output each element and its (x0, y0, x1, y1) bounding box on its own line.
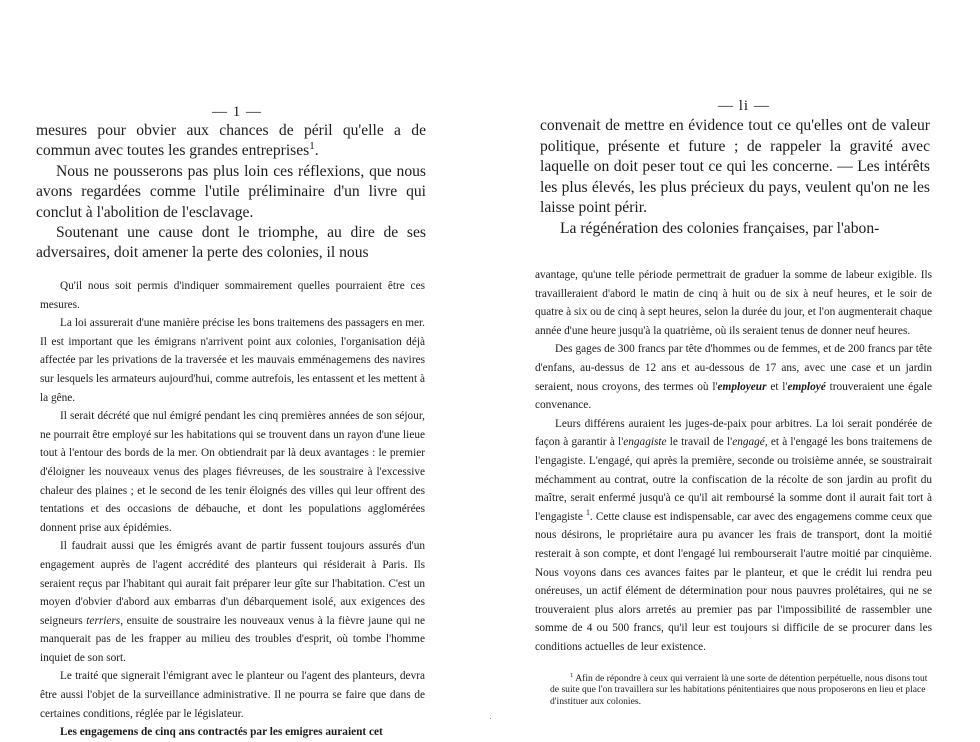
footnote-ref: 1 (309, 140, 315, 153)
italic-term: engagiste (623, 436, 667, 449)
italic-term: employé (787, 380, 826, 393)
main-text (36, 121, 426, 264)
paragraph: Soutenant une cause dont le triomphe, au dire de ses adversaires, doit amener la perte des colonies, il nous (36, 224, 426, 262)
right-page (490, 0, 980, 737)
note-paragraph: Qu'il nous soit permis d'indiquer sommairement quelles pourraient être ces mesures. (40, 280, 425, 311)
italic-term: engagé (732, 436, 765, 449)
notes (535, 266, 932, 656)
paragraph: convenait de mettre en évidence tout ce qu'elles ont de valeur politique, présente et future ; de rappeler la gravité avec laquelle on doit peser tout ce qui les concerne. — Les intérêts les plus élevés, les plus précieux du pays, veulent qu'on ne les laisse point périr. (540, 117, 930, 217)
note-paragraph: Des gages de 300 francs par tête d'hommes ou de femmes, et de 200 francs par tête d'enfans, au-dessus de 12 ans et au-dessous de 17 ans, avec une case et un jardin seraient, nous croyons, des termes où l'employeur et l'employé trouveraient une égale convenance. (535, 343, 932, 412)
note-paragraph: Le traité que signerait l'émigrant avec le planteur ou l'agent des planteurs, devra être aussi l'objet de la surveillance administrative. Il ne pourra se faire que dans de certaines conditions, réglée par le législateur. (40, 670, 425, 720)
scan-speck (490, 718, 491, 719)
notes (40, 277, 425, 742)
note-paragraph: La loi assurerait d'une manière précise les bons traitemens des passagers en mer. Il est important que les émigrans n'arrivent point aux colonies, l'organisation déjà affectée par les privations de la traversée et les mauvais emménagemens des navires sur lesquels les armateurs aujourd'hui, comme autrefois, les entassent et les mettent à la gêne. (40, 317, 425, 404)
italic-term: employeur (717, 380, 767, 393)
page-number: — li — (718, 98, 770, 114)
note-paragraph: Il serait décrété que nul émigré pendant les cinq premières années de son séjour, ne pourrait être employé sur les habitations qui se trouvent dans un rayon d'une lieue tout à l'entour des bords de la mer. On obtiendrait par là deux avantages : le premier d'éloigner les nouveaux venus des plages fiévreuses, de les soustraire à l'excessive chaleur des plaines ; et le second de les tenir éloignés des villes qui leur offrent des tentations et des occasions de débauche, et dont les populations agglomérées donnent prise aux épidémies. (40, 410, 425, 534)
note-paragraph: avantage, qu'une telle période permettrait de graduer la somme de labeur exigible. Ils travailleraient d'abord le matin de cinq à huit ou de six à neuf heures, et le soir de quatre à six ou de cinq à sept heures, selon la durée du jour, et l'on augmenterait chaque année d'une heure jusqu'à la quatrième, où ils seraient tenus de donner neuf heures. (535, 269, 932, 337)
footnote: $^1$ Afin de répondre à ceux qui verraient là une sorte de détention perpétuelle, nous disons tout de suite que l'on travaillera sur les habitations pénitentiaires que nous proposerons en lieu et place d'instituer aux colonies. (550, 671, 928, 707)
left-page (0, 0, 490, 737)
paragraph: mesures pour obvier aux chances de péril qu'elle a de commun avec toutes les grandes entreprises$^1$. (36, 122, 426, 160)
paragraph: Nous ne pousserons pas plus loin ces réflexions, que nous avons regardées comme l'utile préliminaire d'un livre qui conclut à l'abolition de l'esclavage. (36, 162, 426, 221)
italic-term: terriers (86, 614, 121, 627)
footnote-marker: 1 (570, 671, 574, 679)
note-paragraph: Les engagemens de cinq ans contractés par les emigres auraient cet (60, 726, 383, 739)
note-paragraph: Leurs différens auraient les juges-de-paix pour arbitres. La loi serait pondérée de façon à garantir à l'engagiste le travail de l'engagé, et à l'engagé les bons traitemens de l'engagiste. L'engagé, qui après la première, seconde ou troisième année, se soustrairait méchamment au contrat, outre la confiscation de la récolte de son jardin au profit du maître, serait enfermé jusqu'à ce qu'il ait remboursé la somme dont il aurait fait tort à l'engagiste $^1$. Cette clause est indispensable, car avec des engagemens comme ceux que nous désirons, le propriétaire aura pu avancer les frais de transport, dont la moitié resterait à son compte, et dont l'engagé lui rembourserait l'autre moitié par cinquième. Nous voyons dans ces avances faites par le planteur, et que le crédit lui rendra peu onéreuses, un actif élément de détermination pour nous pauvres prolétaires, qui ne se trouveraient plus alors arretés au premier pas par l'impossibilité de rassembler une somme de 4 ou 500 francs, qu'il leur est toujours si difficile de se procurer dans les conditions actuelles de leur existence. (535, 417, 932, 653)
footnote-ref: 1 (585, 507, 590, 517)
note-paragraph: Il faudrait aussi que les émigrés avant de partir fussent toujours assurés d'un engagement auprès de l'agent accrédité des planteurs qui résiderait à Paris. Ils seraient reçus par l'habitant qui aurait fait préparer leur gîte sur l'habitation. C'est un moyen d'obvier d'abord aux embarras d'un débarquement isolé, aux exigences des seigneurs terriers, ensuite de soustraire les nouveaux venus à la fièvre jaune qui ne manquerait pas de les frapper au milieu des troubles d'esprit, où tombe l'homme inquiet de son sort. (40, 540, 425, 664)
paragraph: La régénération des colonies françaises, par l'abon- (560, 219, 880, 237)
page-number: — 1 — (212, 104, 262, 120)
main-text (540, 116, 930, 240)
